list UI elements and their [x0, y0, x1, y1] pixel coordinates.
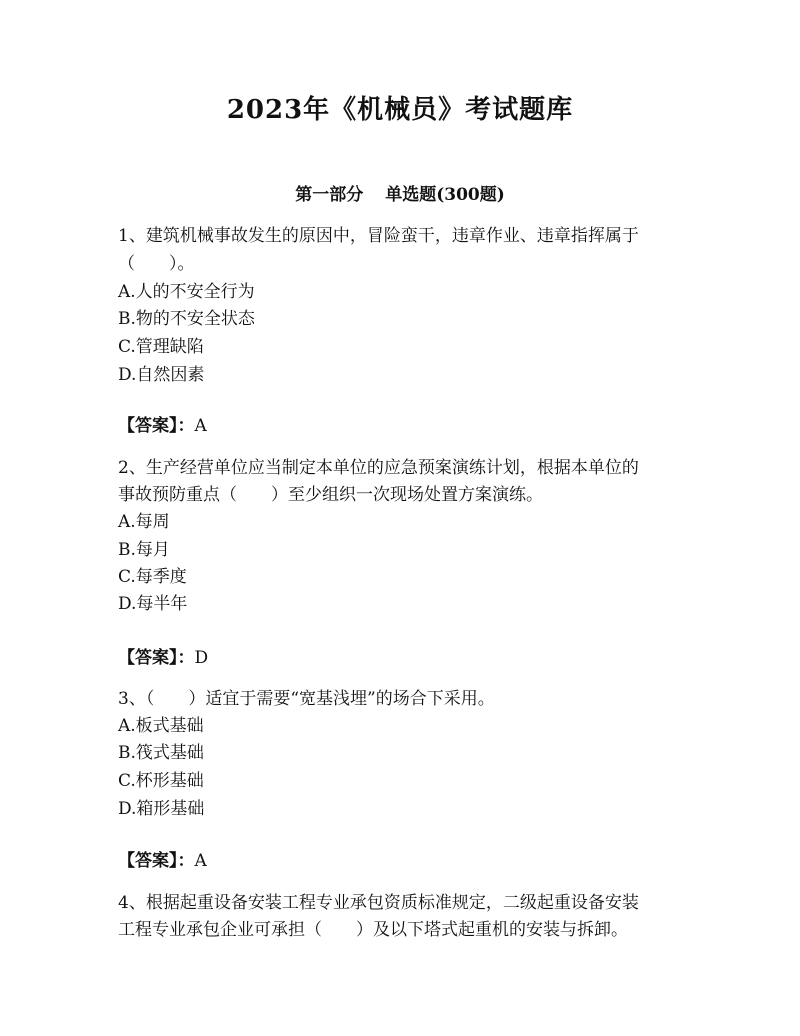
question-1-option-d: D.自然因素 [118, 365, 205, 385]
question-1-option-c: C.管理缺陷 [118, 337, 204, 357]
question-3-answer [118, 847, 207, 875]
section-name: 单选题(300题) [385, 185, 505, 205]
answer-label: 【答案】： [118, 648, 195, 668]
answer-value: A [194, 851, 207, 871]
question-3-option-b: B.筏式基础 [118, 743, 204, 763]
answer-value: A [194, 416, 207, 436]
question-4-stem-line-2: 工程专业承包企业可承担（ ）及以下塔式起重机的安装与拆卸。 [118, 920, 628, 940]
document-title: 2023年《机械员》考试题库 [226, 95, 574, 125]
question-3-option-a: A.板式基础 [118, 716, 204, 736]
answer-value: D [194, 648, 209, 668]
question-1-option-b: B.物的不安全状态 [118, 309, 255, 329]
question-1-stem-line-2: （ ）。 [118, 254, 195, 274]
question-1-stem-line-1: 1、建筑机械事故发生的原因中，冒险蛮干，违章作业、违章指挥属于 [118, 226, 639, 246]
question-3-option-c: C.杯形基础 [118, 771, 204, 791]
question-1-answer [118, 412, 207, 440]
question-2-stem-line-1: 2、生产经营单位应当制定本单位的应急预案演练计划，根据本单位的 [118, 458, 639, 478]
answer-label: 【答案】： [118, 851, 195, 871]
question-2-option-d: D.每半年 [118, 594, 188, 614]
question-2-option-c: C.每季度 [118, 567, 187, 587]
question-4-stem-line-1: 4、根据起重设备安装工程专业承包资质标准规定，二级起重设备安装 [118, 893, 639, 913]
question-2-option-b: B.每月 [118, 540, 170, 560]
answer-label: 【答案】： [118, 416, 195, 436]
question-1-option-a: A.人的不安全行为 [118, 282, 255, 302]
section-part: 第一部分 [295, 185, 364, 205]
question-2-option-a: A.每周 [118, 512, 170, 532]
question-3-option-d: D.箱形基础 [118, 799, 205, 819]
question-2-answer [118, 644, 208, 672]
question-2-stem-line-2: 事故预防重点（ ）至少组织一次现场处置方案演练。 [118, 485, 543, 505]
section-heading [0, 180, 800, 210]
question-3-stem-line-1: 3、（ ）适宜于需要“宽基浅埋”的场合下采用。 [118, 689, 495, 709]
